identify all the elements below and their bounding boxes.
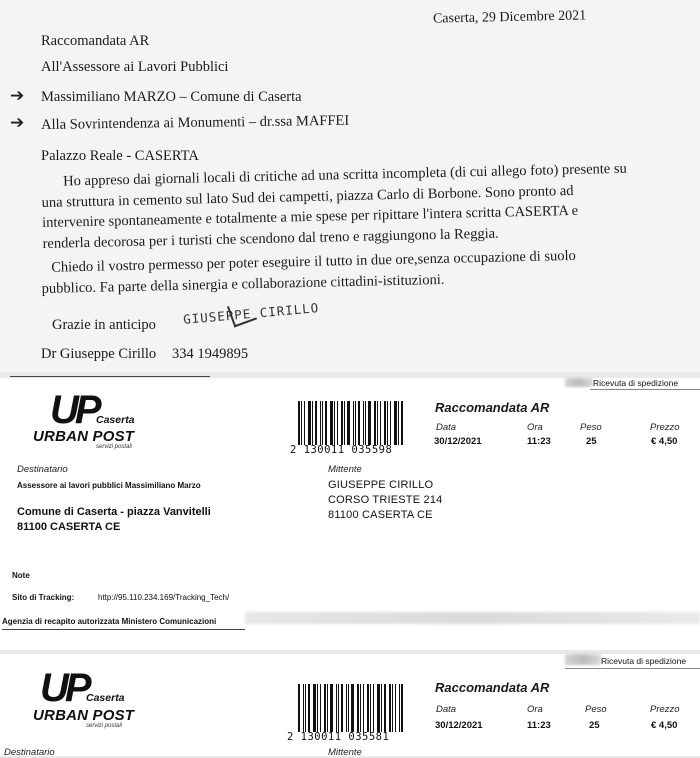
barcode-bar <box>308 684 310 732</box>
sender-line-1: GIUSEPPE CIRILLO <box>328 479 434 491</box>
time-value: 11:23 <box>527 720 551 731</box>
barcode-bar <box>358 401 360 445</box>
barcode-bar <box>298 684 300 732</box>
barcode-bar <box>304 401 305 445</box>
shipment-type: Raccomandata AR <box>435 680 550 695</box>
barcode-bar <box>347 401 350 445</box>
recipient-palazzo: Palazzo Reale - CASERTA <box>41 148 199 164</box>
barcode-bar <box>384 401 386 445</box>
note-label: Note <box>12 571 30 580</box>
barcode-bar <box>351 684 354 732</box>
logo-name: URBAN POST <box>33 707 135 724</box>
barcode-bar <box>399 684 400 732</box>
letter-body-paragraph-2 <box>41 244 652 299</box>
barcode-bar <box>353 401 354 445</box>
barcode-bar <box>348 684 349 732</box>
date-value: 30/12/2021 <box>435 720 483 731</box>
time-label: Ora <box>527 422 543 433</box>
ricevuta-rule <box>590 389 700 390</box>
barcode-bar <box>390 401 391 445</box>
letter-line: una struttura in cemento sul lato Sud dei campetti, piazza Carlo di Borbone. Sono pronto ad <box>41 182 574 211</box>
barcode-bar <box>301 401 302 445</box>
receipt-type-label: Ricevuta di spedizione <box>601 656 687 666</box>
sender-label: Mittente <box>328 747 362 758</box>
recipient-marzo: Massimiliano MARZO – Comune di Caserta <box>41 89 302 105</box>
barcode-bar <box>322 401 323 445</box>
recipient-assessore: All'Assessore ai Lavori Pubblici <box>41 59 229 75</box>
barcode-bar <box>346 684 347 732</box>
letter-line: renderla decorosa per i turisti che scendono dal treno e raggiungono la Reggia. <box>42 225 499 252</box>
letter-page <box>0 0 700 372</box>
handwritten-signature <box>227 299 257 328</box>
date-value: 30/12/2021 <box>434 436 482 447</box>
redacted-area <box>565 378 593 387</box>
barcode-bar <box>363 684 364 732</box>
tracking-label: Sito di Tracking: <box>12 593 75 602</box>
sender-line-2: CORSO TRIESTE 214 <box>328 494 443 506</box>
barcode-bar <box>401 684 403 732</box>
barcode-bar <box>377 684 380 732</box>
urban-post-logo: UP <box>50 388 98 432</box>
signer-phone: 334 1949895 <box>172 346 249 362</box>
letter-line: intervenire spontaneamente e totalmente a mie spese per ripittare l'intera scritta CASERTA e <box>41 202 579 231</box>
barcode-bar <box>367 684 369 732</box>
receipt-top-rule <box>10 376 210 377</box>
letter-type: Raccomandata AR <box>41 33 150 49</box>
weight-label: Peso <box>585 704 607 715</box>
recipient-line-2: Comune di Caserta - piazza Vanvitelli <box>17 506 211 518</box>
barcode-bar <box>384 684 386 732</box>
date-label: Data <box>436 704 457 715</box>
barcode-bar <box>315 401 317 445</box>
barcode-bar <box>324 684 326 732</box>
barcode-bar <box>320 401 321 445</box>
sender-address <box>328 478 442 523</box>
barcode-bar <box>330 684 333 732</box>
logo-tagline: servizi postali <box>86 723 123 729</box>
barcode-bar <box>365 401 366 445</box>
logo-name: URBAN POST <box>33 428 135 445</box>
weight-value: 25 <box>586 436 597 447</box>
time-value: 11:23 <box>527 436 551 447</box>
ricevuta-rule <box>565 668 700 669</box>
barcode-bar <box>370 684 371 732</box>
barcode-number: 2 130011 035598 <box>290 444 393 456</box>
barcode-bar <box>368 401 371 445</box>
signer-name: Dr Giuseppe Cirillo <box>41 346 157 362</box>
date-label: Data <box>436 422 457 433</box>
barcode-bar <box>395 684 396 732</box>
recipient-sovrintendenza: Alla Sovrintendenza ai Monumenti – dr.ssa MAFFEI <box>41 112 350 133</box>
shipment-type: Raccomandata AR <box>435 400 550 415</box>
barcode-bar <box>337 401 338 445</box>
recipient-label: Destinatario <box>17 464 68 475</box>
logo-city: Caserta <box>96 414 135 426</box>
redacted-area <box>565 654 601 665</box>
barcode-bar <box>312 401 313 445</box>
weight-label: Peso <box>580 422 602 433</box>
barcode-number: 2 130011 035581 <box>287 731 390 743</box>
logo-tagline: servizi postali <box>96 444 133 450</box>
barcode-bar <box>401 401 403 445</box>
price-label: Prezzo <box>650 704 680 715</box>
barcode-bar <box>334 401 335 445</box>
letter-line: pubblico. Fa parte della sinergia e collaborazione cittadini-istituzioni. <box>41 271 445 297</box>
receipt-type-label: Ricevuta di spedizione <box>593 378 679 388</box>
barcode-bar <box>344 401 345 445</box>
price-value: € 4,50 <box>651 720 678 731</box>
signature-stamp: GIUSEPPE CIRILLO <box>182 300 320 327</box>
letter-line: Ho appreso dai giornali locali di critiche ad una scritta incompleta (di cui allego foto) presente su <box>63 160 627 190</box>
barcode-bar <box>389 684 391 732</box>
price-label: Prezzo <box>650 422 680 433</box>
postal-receipt <box>0 378 700 650</box>
barcode-bar <box>341 401 343 445</box>
barcode-bar <box>317 684 318 732</box>
logo-city: Caserta <box>86 692 125 704</box>
barcode-bar <box>327 684 328 732</box>
recipient-line-3: 81100 CASERTA CE <box>17 521 121 533</box>
urban-post-logo: UP <box>40 666 88 710</box>
barcode-bar <box>373 684 374 732</box>
redacted-area <box>245 612 700 624</box>
recipient-line-1: Assessore ai lavori pubblici Massimiliano Marzo <box>17 481 201 490</box>
barcode <box>298 401 406 445</box>
weight-value: 25 <box>589 720 600 731</box>
right-arrow-icon: ➔ <box>10 86 25 106</box>
barcode-bar <box>336 684 337 732</box>
barcode-bar <box>305 684 306 732</box>
sender-line-3: 81100 CASERTA CE <box>328 509 433 521</box>
barcode-bar <box>313 684 316 732</box>
tracking-url: http://95.110.234.169/Tracking_Tech/ <box>98 593 230 602</box>
barcode-bar <box>308 401 311 445</box>
recipient-label: Destinatario <box>4 747 55 758</box>
barcode-bar <box>381 684 382 732</box>
barcode-bar <box>338 684 339 732</box>
agency-rule <box>2 629 245 630</box>
time-label: Ora <box>527 704 543 715</box>
closing-text: Grazie in anticipo <box>52 317 156 333</box>
barcode-bar <box>360 684 361 732</box>
barcode-bar <box>394 401 397 445</box>
barcode-bar <box>374 401 376 445</box>
barcode-bar <box>320 684 321 732</box>
barcode-bar <box>387 401 388 445</box>
barcode-bar <box>357 684 359 732</box>
barcode-bar <box>392 684 393 732</box>
barcode-bar <box>330 401 333 445</box>
barcode-bar <box>380 401 381 445</box>
barcode-bar <box>398 401 399 445</box>
barcode-bar <box>377 401 378 445</box>
sender-label: Mittente <box>328 464 362 475</box>
barcode-bar <box>363 401 364 445</box>
right-arrow-icon: ➔ <box>10 113 25 133</box>
letter-date: Caserta, 29 Dicembre 2021 <box>432 8 587 27</box>
postal-receipt-second <box>0 654 700 756</box>
barcode-bar <box>303 684 304 732</box>
barcode-bar <box>341 684 343 732</box>
letter-line: Chiedo il vostro permesso per poter eseguire il tutto in due ore,senza occupazione di suolo <box>51 247 576 276</box>
letter-body-paragraph-1 <box>41 158 653 254</box>
barcode-bar <box>355 401 356 445</box>
barcode-bar <box>298 401 300 445</box>
barcode <box>298 684 405 732</box>
barcode-bar <box>325 401 327 445</box>
price-value: € 4,50 <box>651 436 678 447</box>
agency-text: Agenzia di recapito autorizzata Ministero Comunicazioni <box>2 617 217 626</box>
